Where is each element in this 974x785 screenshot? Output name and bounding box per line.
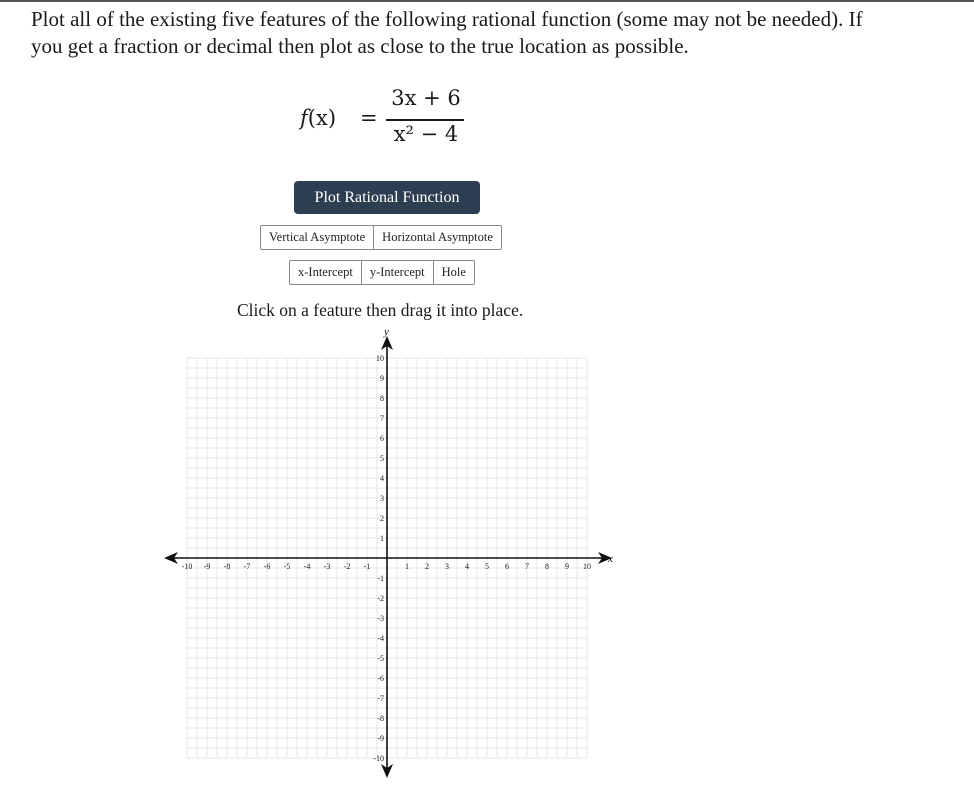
x-tick-label: 2 (425, 562, 429, 571)
y-tick-label: 1 (380, 534, 384, 543)
y-tick-label: 3 (380, 494, 384, 503)
x-tick-label: -7 (243, 562, 251, 571)
x-tick-label: 3 (445, 562, 449, 571)
y-tick-label: 5 (380, 454, 384, 463)
x-tick-label: 5 (485, 562, 489, 571)
y-tick-label: 9 (380, 374, 384, 383)
y-tick-label: -4 (377, 634, 384, 643)
y-tick-label: -2 (377, 594, 384, 603)
graph-canvas[interactable] (160, 320, 630, 780)
y-tick-label: 8 (380, 394, 384, 403)
question-text (31, 6, 951, 60)
y-tick-label: -6 (377, 674, 384, 683)
y-tick-label: 2 (380, 514, 384, 523)
question-line-1: Plot all of the existing five features of the following rational function (some may not be needed). If (31, 7, 863, 31)
x-tick-label: 4 (465, 562, 469, 571)
x-intercept-button[interactable]: x-Intercept (289, 260, 362, 285)
y-tick-label: -7 (377, 694, 384, 703)
x-tick-label: -8 (223, 562, 231, 571)
x-tick-label: -6 (263, 562, 271, 571)
coordinate-graph[interactable] (160, 320, 630, 785)
y-tick-label: 10 (376, 354, 384, 363)
numerator: 3x + 6 (391, 86, 461, 110)
vertical-asymptote-button[interactable]: Vertical Asymptote (260, 225, 374, 250)
x-tick-label: -2 (343, 562, 351, 571)
x-tick-label: 9 (565, 562, 569, 571)
feature-button-group-2 (289, 260, 475, 285)
y-axis-label: y (384, 326, 389, 338)
y-tick-label: -8 (377, 714, 384, 723)
top-border (0, 0, 974, 2)
x-tick-label: 6 (505, 562, 509, 571)
x-tick-label: -1 (363, 562, 371, 571)
hole-button[interactable]: Hole (433, 260, 475, 285)
y-tick-label: -1 (377, 574, 384, 583)
y-tick-label: -5 (377, 654, 384, 663)
x-tick-label: 8 (545, 562, 549, 571)
y-tick-label: 4 (380, 474, 384, 483)
y-intercept-button[interactable]: y-Intercept (361, 260, 434, 285)
instruction-text: Click on a feature then drag it into place. (237, 300, 524, 320)
x-tick-label: 7 (525, 562, 529, 571)
y-tick-label: 6 (380, 434, 384, 443)
x-tick-label: -5 (283, 562, 291, 571)
x-tick-label: -4 (303, 562, 311, 571)
plot-rational-function-button[interactable]: Plot Rational Function (294, 181, 480, 214)
x-tick-label: 1 (405, 562, 409, 571)
x-axis-label: x (608, 553, 613, 565)
y-tick-label: -3 (377, 614, 384, 623)
y-tick-label: -10 (373, 754, 384, 763)
y-tick-label: 7 (380, 414, 384, 423)
function-argument: (x) (307, 106, 337, 130)
denominator: x² − 4 (393, 122, 459, 146)
equals-sign: = (360, 106, 378, 130)
x-tick-label: -10 (181, 562, 193, 571)
x-tick-label: -9 (203, 562, 211, 571)
function-name (300, 106, 336, 130)
fraction-bar (386, 119, 464, 121)
function-letter: f (300, 106, 308, 130)
y-tick-label: -9 (377, 734, 384, 743)
feature-button-group-1 (260, 225, 502, 250)
x-tick-label: 10 (583, 562, 591, 571)
x-tick-label: -3 (323, 562, 331, 571)
horizontal-asymptote-button[interactable]: Horizontal Asymptote (373, 225, 502, 250)
question-line-2: you get a fraction or decimal then plot as close to the true location as possible. (31, 34, 689, 58)
